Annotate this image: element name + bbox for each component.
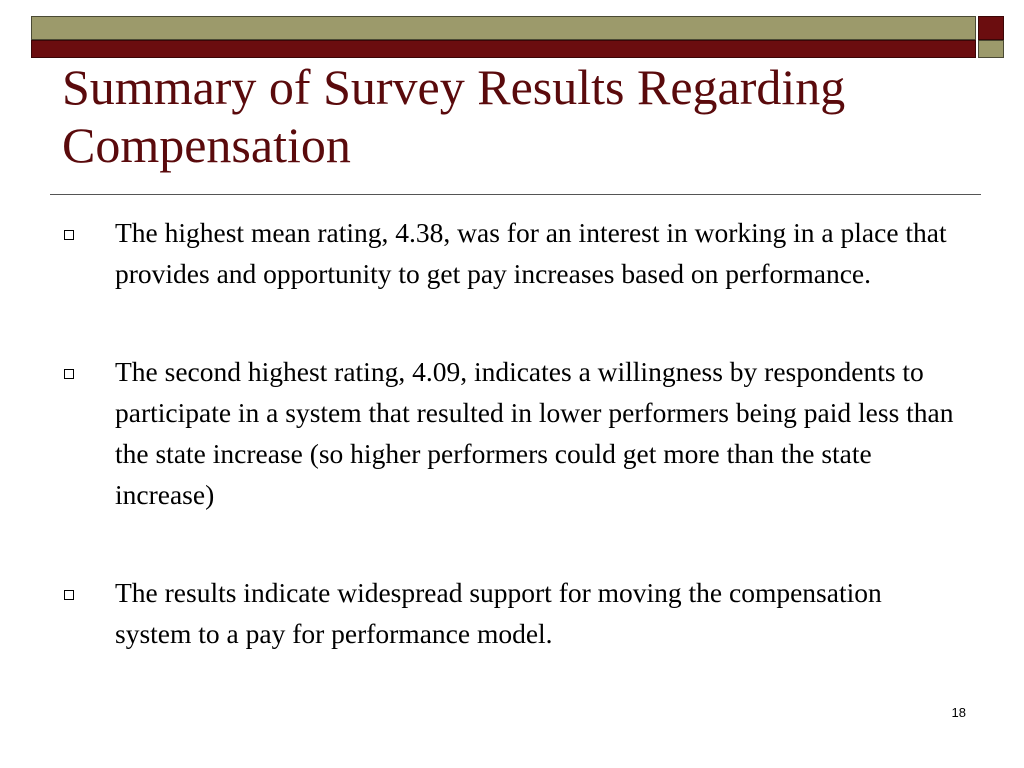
bullet-list xyxy=(62,212,962,654)
bullet-text: The results indicate widespread support for moving the compensation system to a pay for performance model. xyxy=(115,577,882,649)
page-number: 18 xyxy=(951,705,966,720)
bullet-text: The highest mean rating, 4.38, was for an interest in working in a place that provides and opportunity to get pay increases based on performance. xyxy=(115,217,947,289)
bullet-text: The second highest rating, 4.09, indicates a willingness by respondents to participate in a system that resulted in lower performers being paid less than the state increase (so higher performers could get more than the state increase) xyxy=(115,356,954,510)
bullet-item xyxy=(62,212,962,294)
title-divider xyxy=(50,194,981,195)
hollow-square-icon xyxy=(64,369,74,379)
bullet-item xyxy=(62,351,962,515)
corner-square-maroon xyxy=(978,16,1004,40)
header-bar-maroon xyxy=(31,40,976,58)
header-bar-olive xyxy=(31,16,976,40)
corner-square-olive xyxy=(978,40,1004,58)
bullet-item xyxy=(62,572,962,654)
hollow-square-icon xyxy=(64,590,74,600)
slide-title: Summary of Survey Results Regarding Compensation xyxy=(62,59,846,173)
hollow-square-icon xyxy=(64,230,74,240)
